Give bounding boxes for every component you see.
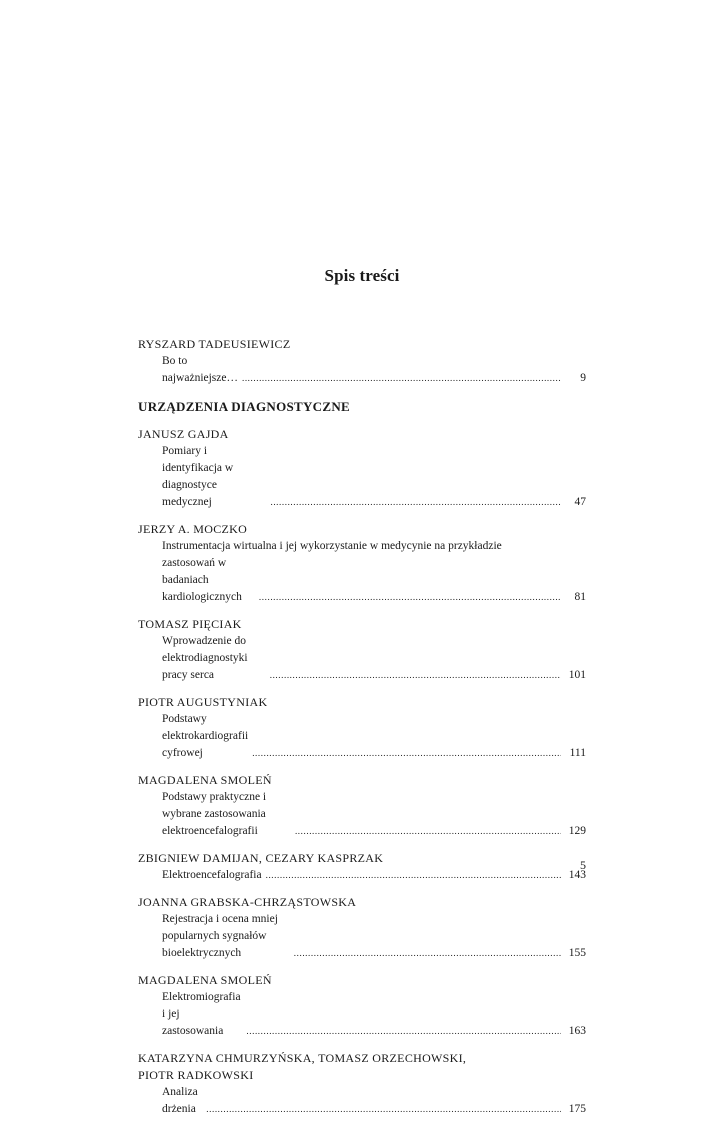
toc-page-number: 81 [574,591,586,603]
toc-block [138,850,586,884]
toc-entry-title: Rejestracja i ocena mniej popularnych sygnałów bioelektrycznych [162,913,278,959]
toc-entry [162,443,586,511]
toc-author: ZBIGNIEW DAMIJAN, CEZARY KASPRZAK [138,851,384,865]
table-of-contents [138,336,586,1128]
toc-block [138,336,586,387]
toc-author-line2: PIOTR RADKOWSKI [138,1068,254,1082]
dot-leader [246,1023,561,1040]
toc-entry-title: Elektromiografia i jej zastosowania [162,991,241,1037]
toc-entry [162,633,586,684]
toc-page-number: 9 [580,372,586,384]
toc-entry [162,989,586,1040]
dot-leader [294,945,561,962]
toc-author: MAGDALENA SMOLEŃ [138,973,272,987]
toc-author: RYSZARD TADEUSIEWICZ [138,337,291,351]
toc-page-number: 47 [574,496,586,508]
toc-entry-title: Pomiary i identyfikacja w diagnostyce medycznej [162,445,234,508]
dot-leader [252,745,561,762]
toc-entry [162,1084,586,1118]
toc-page-number: 143 [568,869,586,881]
toc-entry-title: Analiza drżenia [162,1086,198,1115]
toc-page-number: 155 [568,947,586,959]
toc-entry [162,789,586,840]
toc-entry [162,867,586,884]
toc-author: MAGDALENA SMOLEŃ [138,773,272,787]
toc-entry-title: Elektroencefalografia [162,869,262,881]
toc-block [138,616,586,684]
dot-leader [295,823,561,840]
toc-page-number: 101 [568,669,586,681]
toc-block [138,972,586,1040]
dot-leader [242,370,561,387]
toc-entry [162,711,586,762]
toc-author: TOMASZ PIĘCIAK [138,617,242,631]
toc-entry-title: Podstawy elektrokardiografii cyfrowej [162,713,249,759]
page-title: Spis treści [324,266,400,285]
dot-leader [259,589,561,606]
toc-entry-title: zastosowań w badaniach kardiologicznych [162,557,242,603]
toc-page-number: 175 [568,1103,586,1115]
toc-page-number: 111 [569,747,586,759]
dot-leader [206,1101,561,1118]
toc-author: KATARZYNA CHMURZYŃSKA, TOMASZ ORZECHOWSKI, [138,1051,467,1065]
toc-author: JANUSZ GAJDA [138,427,229,441]
toc-author: PIOTR AUGUSTYNIAK [138,695,268,709]
toc-author: JOANNA GRABSKA-CHRZĄSTOWSKA [138,895,357,909]
toc-page-number: 129 [568,825,586,837]
dot-leader [270,667,561,684]
toc-entry-title: Wprowadzenie do elektrodiagnostyki pracy serca [162,635,248,681]
dot-leader [266,867,561,884]
toc-entry-title-line1: Instrumentacja wirtualna i jej wykorzystanie w medycynie na przykładzie [162,540,502,552]
toc-block [138,521,586,606]
toc-block [138,694,586,762]
toc-entry [162,353,586,387]
dot-leader [270,494,561,511]
toc-block [138,894,586,962]
toc-author: JERZY A. MOCZKO [138,522,248,536]
toc-block [138,1050,586,1118]
toc-entry-first-line [162,538,586,555]
toc-section-heading: URZĄDZENIA DIAGNOSTYCZNE [138,399,350,414]
toc-entry [162,911,586,962]
toc-entry [162,555,586,606]
toc-block [138,772,586,840]
toc-entry-title: Podstawy praktyczne i wybrane zastosowania elektroencefalografii [162,791,267,837]
toc-page-number: 163 [568,1025,586,1037]
toc-entry-title: Bo to najważniejsze… [162,355,238,384]
toc-block [138,426,586,511]
page-footer-number: 5 [580,858,586,872]
